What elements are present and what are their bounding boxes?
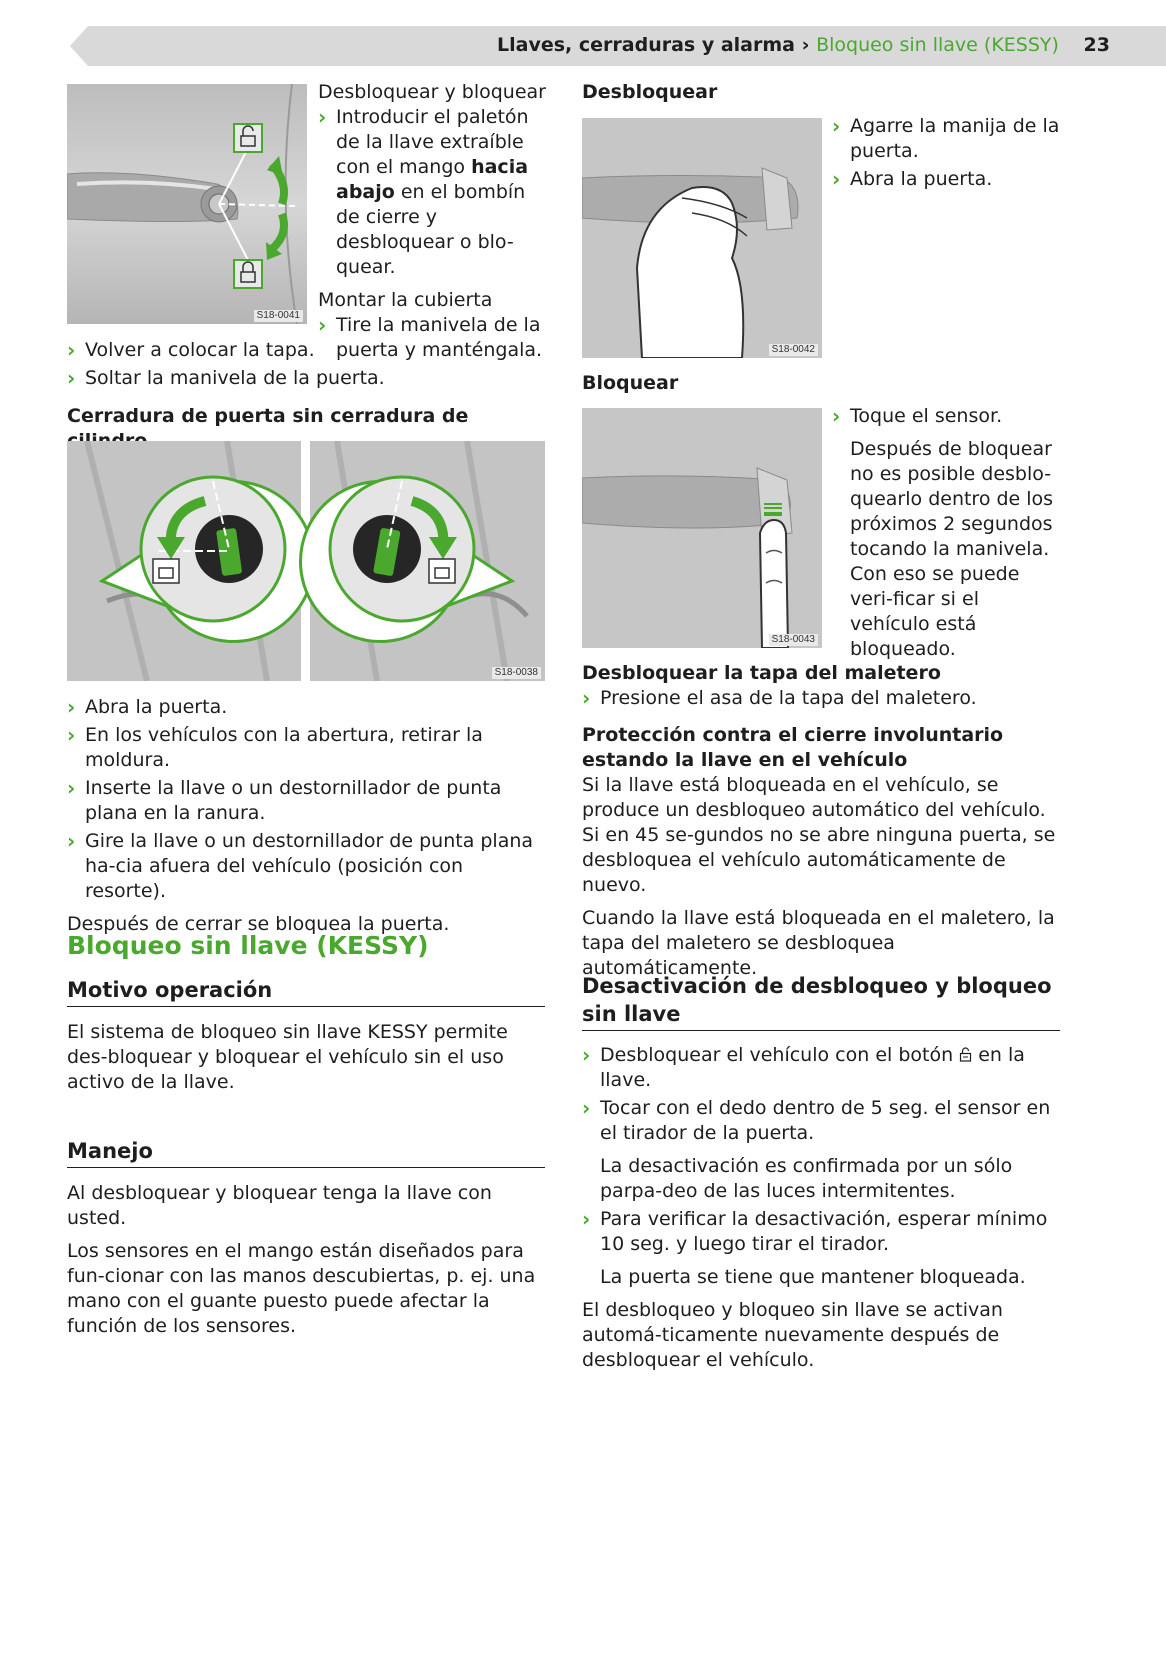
trunk-title: Desbloquear la tapa del maletero — [582, 662, 941, 684]
lock-steps — [832, 404, 1064, 662]
cover-steps — [67, 338, 547, 391]
unlock-lock-title: Desbloquear y bloquear — [318, 81, 546, 103]
unlock-lock-block — [318, 80, 550, 363]
motivo-text: El sistema de bloqueo sin llave KESSY permite des-bloquear y bloquear el vehículo sin el uso activo de la llave. — [67, 1021, 508, 1093]
step-remove-molding: › En los vehículos con la abertura, retirar la moldura. — [67, 723, 483, 771]
step-verify: › Para verificar la desactivación, esperar mínimo 10 seg. y luego tirar el tirador. — [582, 1207, 1048, 1255]
step-turn-key: › Gire la llave o un destornillador de punta plana ha-cia afuera del vehículo (posición con resorte). — [67, 829, 534, 902]
running-header — [497, 30, 1110, 60]
page-number: 23 — [1083, 34, 1110, 56]
protection-text-2: Cuando la llave está bloqueada en el maletero, la tapa del maletero se desbloquea automáticamente. — [582, 907, 1055, 979]
trunk-block — [582, 661, 1062, 711]
protection-block — [582, 723, 1062, 981]
step-marker: › — [832, 114, 841, 138]
step-marker: › — [67, 723, 76, 747]
step-pull-handle: › Tire la manivela de la puerta y manténgala. — [318, 313, 543, 361]
kessy-title: Bloqueo sin llave (KESSY) — [67, 931, 429, 960]
step-touch-sensor: › Toque el sensor. — [832, 404, 1003, 428]
step-marker: › — [67, 366, 76, 390]
step-open-door-right: › Abra la puerta. — [832, 167, 993, 191]
protection-text-1: Si la llave está bloqueada en el vehículo, se produce un desbloqueo automático del vehículo. Si en 45 se-gundos no se abre ninguna puerta, se desbloquea el vehículo automáticamente de nuevo. — [582, 774, 1056, 896]
unlock-icon — [959, 1047, 972, 1062]
step-release-handle: › Soltar la manivela de la puerta. — [67, 366, 385, 390]
step-touch-finger: › Tocar con el dedo dentro de 5 seg. el sensor en el tirador de la puerta. — [582, 1096, 1051, 1144]
step-insert-key: › Inserte la llave o un destornillador de punta plana en la ranura. — [67, 776, 502, 824]
section-title: Bloqueo sin llave (KESSY) — [816, 34, 1059, 56]
step-marker: › — [67, 695, 76, 719]
deactivation-title: Desactivación de desbloqueo y bloqueo sin llave — [582, 972, 1060, 1031]
deactivation-steps — [582, 1043, 1062, 1373]
step-marker: › — [582, 1043, 591, 1067]
step-open-door: › Abra la puerta. — [67, 695, 228, 719]
step-marker: › — [582, 686, 591, 710]
figure-label: S18-0041 — [254, 310, 303, 322]
step-marker: › — [582, 1096, 591, 1120]
motivo-title: Motivo operación — [67, 976, 545, 1007]
figure-grab-handle — [582, 118, 822, 358]
door-lock-heading: Cerradura de puerta sin cerradura de — [67, 405, 469, 427]
step-marker: › — [832, 167, 841, 191]
step-marker: › — [832, 404, 841, 428]
manejo-title: Manejo — [67, 1137, 545, 1168]
after-close-text: Después de cerrar se bloquea la puerta. — [67, 913, 450, 935]
figure-label: S18-0043 — [769, 634, 818, 646]
step-press-trunk: › Presione el asa de la tapa del maletero. — [582, 686, 977, 710]
door-must-stay-text: La puerta se tiene que mantener bloqueada. — [600, 1266, 1026, 1288]
chapter-title: Llaves, cerraduras y alarma — [497, 34, 795, 56]
deactivation-confirm-text: La desactivación es confirmada por un sólo parpa-deo de las luces intermitentes. — [600, 1155, 1013, 1202]
manejo-text-2: Los sensores en el mango están diseñados para fun-cionar con las manos descubiertas, p. ej. una mano con el guante puesto puede afectar la función de los sensores. — [67, 1240, 536, 1337]
figure-door-lock — [67, 441, 545, 681]
figure-label: S18-0042 — [769, 344, 818, 356]
door-lock-steps — [67, 695, 547, 937]
figure-label: S18-0038 — [492, 667, 541, 679]
protection-title: Protección contra el cierre involuntario estando la llave en el vehículo — [582, 724, 1004, 771]
breadcrumb-separator: › — [801, 34, 810, 56]
step-grab-handle: › Agarre la manija de la puerta. — [832, 114, 1060, 162]
step-marker: › — [67, 338, 76, 362]
step-marker: › — [67, 776, 76, 800]
step-marker: › — [582, 1207, 591, 1231]
step-marker: › — [318, 105, 327, 129]
unlock-steps — [832, 114, 1062, 192]
final-text: El desbloqueo y bloqueo sin llave se activan automá-ticamente nuevamente después de desbloquear el vehículo. — [582, 1299, 1003, 1371]
step-marker: › — [67, 829, 76, 853]
step-replace-cap: › Volver a colocar la tapa. — [67, 338, 315, 362]
figure-touch-sensor — [582, 408, 822, 648]
unlock-title: Desbloquear — [582, 81, 718, 103]
step-insert-key-blade: › Introducir el paletón de la llave extraíble con el mango hacia abajo en el bombín de cierre y desbloquear o blo-quear. — [318, 105, 529, 278]
mount-cover-title: Montar la cubierta — [318, 289, 493, 311]
after-lock-text: Después de bloquear no es posible desblo-quearlo dentro de los próximos 2 segundos tocando la manivela. Con eso se puede veri-ficar si el vehículo está bloqueado. — [850, 438, 1054, 660]
lock-title: Bloquear — [582, 372, 679, 394]
figure-key-cylinder — [67, 84, 307, 324]
manejo-text-block — [67, 1181, 545, 1339]
manejo-text-1: Al desbloquear y bloquear tenga la llave con usted. — [67, 1182, 492, 1229]
step-marker: › — [318, 313, 327, 337]
step-unlock-button: › Desbloquear el vehículo con el botón en la llave. — [582, 1043, 1025, 1091]
